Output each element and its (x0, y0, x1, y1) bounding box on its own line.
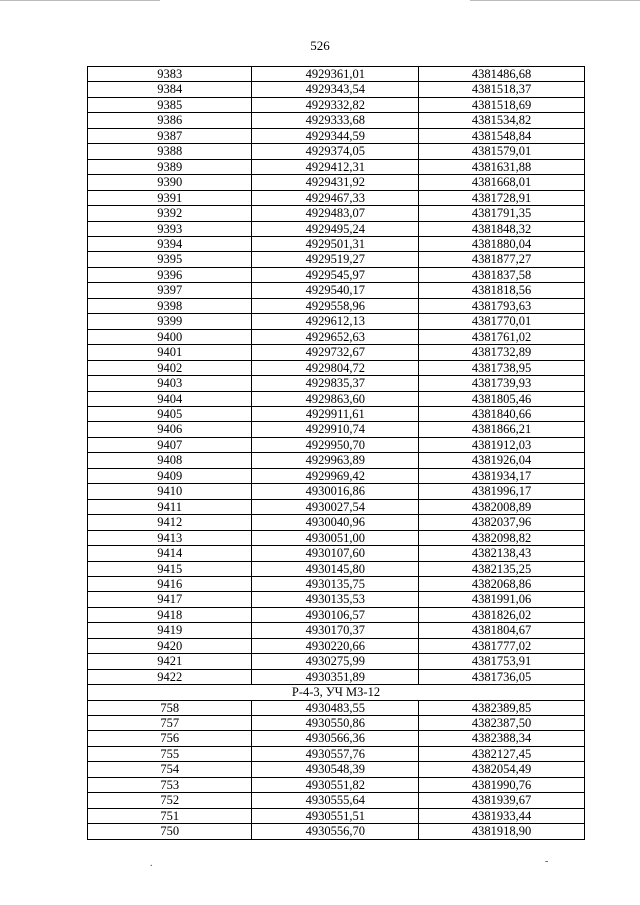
coordinate-x: 4929343,54 (252, 82, 419, 97)
table-row (88, 607, 585, 622)
table-row (88, 453, 585, 468)
coordinate-x: 4929545,97 (252, 267, 419, 282)
point-number: 9386 (88, 113, 252, 128)
table-row (88, 422, 585, 437)
coordinate-y: 4381518,69 (419, 97, 585, 112)
table-row (88, 314, 585, 329)
point-number: 9414 (88, 546, 252, 561)
table-row (88, 808, 585, 823)
coordinate-y: 4381840,66 (419, 406, 585, 421)
coordinate-x: 4930275,99 (252, 654, 419, 669)
coordinate-x: 4929558,96 (252, 298, 419, 313)
coordinate-x: 4930040,96 (252, 515, 419, 530)
coordinate-x: 4930483,55 (252, 700, 419, 715)
coordinate-x: 4930566,36 (252, 731, 419, 746)
table-row (88, 391, 585, 406)
coordinate-x: 4929911,61 (252, 406, 419, 421)
coordinate-y: 4381818,56 (419, 283, 585, 298)
coordinate-x: 4929431,92 (252, 175, 419, 190)
coordinate-y: 4381770,01 (419, 314, 585, 329)
table-row (88, 762, 585, 777)
coordinate-y: 4382127,45 (419, 746, 585, 761)
section-header-row (88, 685, 585, 700)
point-number: 9417 (88, 592, 252, 607)
point-number: 9393 (88, 221, 252, 236)
point-number: 751 (88, 808, 252, 823)
table-row (88, 329, 585, 344)
coordinate-x: 4929612,13 (252, 314, 419, 329)
point-number: 9400 (88, 329, 252, 344)
point-number: 752 (88, 793, 252, 808)
coordinate-x: 4930135,53 (252, 592, 419, 607)
coordinate-y: 4381996,17 (419, 484, 585, 499)
coordinate-y: 4381991,06 (419, 592, 585, 607)
coordinate-y: 4381791,35 (419, 206, 585, 221)
table-row (88, 252, 585, 267)
point-number: 9399 (88, 314, 252, 329)
point-number: 756 (88, 731, 252, 746)
coordinate-y: 4381848,32 (419, 221, 585, 236)
coordinate-x: 4930027,54 (252, 499, 419, 514)
coordinate-y: 4381939,67 (419, 793, 585, 808)
coordinate-x: 4929732,67 (252, 345, 419, 360)
coordinate-y: 4381837,58 (419, 267, 585, 282)
table-row (88, 561, 585, 576)
coordinate-x: 4929835,37 (252, 376, 419, 391)
coordinate-y: 4381579,01 (419, 144, 585, 159)
point-number: 9402 (88, 360, 252, 375)
point-number: 9384 (88, 82, 252, 97)
coordinate-x: 4929652,63 (252, 329, 419, 344)
footer-mark-right: - (545, 856, 549, 867)
point-number: 9404 (88, 391, 252, 406)
point-number: 9392 (88, 206, 252, 221)
coordinate-x: 4929333,68 (252, 113, 419, 128)
table-row (88, 283, 585, 298)
section-title: Р-4-3, УЧ МЗ-12 (88, 685, 585, 700)
coordinate-x: 4930106,57 (252, 607, 419, 622)
table-row (88, 206, 585, 221)
coordinate-y: 4381631,88 (419, 159, 585, 174)
point-number: 9410 (88, 484, 252, 499)
point-number: 9420 (88, 638, 252, 653)
coordinate-y: 4381518,37 (419, 82, 585, 97)
coordinate-x: 4929344,59 (252, 128, 419, 143)
coordinate-x: 4929804,72 (252, 360, 419, 375)
coordinate-x: 4929519,27 (252, 252, 419, 267)
coordinate-x: 4929483,07 (252, 206, 419, 221)
coordinate-x: 4929910,74 (252, 422, 419, 437)
table-row (88, 345, 585, 360)
coordinate-y: 4381777,02 (419, 638, 585, 653)
table-row (88, 113, 585, 128)
point-number: 9421 (88, 654, 252, 669)
point-number: 750 (88, 824, 252, 839)
point-number: 9416 (88, 576, 252, 591)
coordinate-y: 4381668,01 (419, 175, 585, 190)
coordinate-y: 4382389,85 (419, 700, 585, 715)
coordinate-x: 4929950,70 (252, 437, 419, 452)
coordinate-y: 4382037,96 (419, 515, 585, 530)
point-number: 9387 (88, 128, 252, 143)
point-number: 9395 (88, 252, 252, 267)
point-number: 755 (88, 746, 252, 761)
table-row (88, 731, 585, 746)
table-row (88, 267, 585, 282)
coordinate-x: 4930016,86 (252, 484, 419, 499)
table-row (88, 159, 585, 174)
coordinate-x: 4930351,89 (252, 669, 419, 684)
page-number: 526 (310, 38, 330, 53)
coordinate-y: 4381732,89 (419, 345, 585, 360)
coordinates-table-body (88, 67, 585, 840)
coordinate-y: 4381739,93 (419, 376, 585, 391)
coordinate-y: 4381880,04 (419, 236, 585, 251)
coordinate-y: 4381990,76 (419, 777, 585, 792)
coordinate-x: 4929501,31 (252, 236, 419, 251)
coordinate-x: 4929863,60 (252, 391, 419, 406)
table-row (88, 437, 585, 452)
coordinate-y: 4382387,50 (419, 716, 585, 731)
coordinate-x: 4930170,37 (252, 623, 419, 638)
point-number: 9406 (88, 422, 252, 437)
coordinate-x: 4930557,76 (252, 746, 419, 761)
coordinate-y: 4381805,46 (419, 391, 585, 406)
table-row (88, 777, 585, 792)
point-number: 9389 (88, 159, 252, 174)
coordinate-y: 4381912,03 (419, 437, 585, 452)
coordinate-y: 4382098,82 (419, 530, 585, 545)
point-number: 9401 (88, 345, 252, 360)
coordinate-y: 4382008,89 (419, 499, 585, 514)
table-row (88, 530, 585, 545)
coordinate-x: 4930135,75 (252, 576, 419, 591)
coordinate-y: 4381728,91 (419, 190, 585, 205)
table-row (88, 128, 585, 143)
table-row (88, 67, 585, 82)
coordinate-y: 4382135,25 (419, 561, 585, 576)
coordinate-x: 4930051,00 (252, 530, 419, 545)
point-number: 9398 (88, 298, 252, 313)
coordinate-y: 4382138,43 (419, 546, 585, 561)
point-number: 9405 (88, 406, 252, 421)
table-row (88, 221, 585, 236)
coordinates-table (87, 66, 585, 840)
point-number: 9415 (88, 561, 252, 576)
coordinate-x: 4930556,70 (252, 824, 419, 839)
coordinate-y: 4381486,68 (419, 67, 585, 82)
point-number: 9396 (88, 267, 252, 282)
coordinate-x: 4929969,42 (252, 468, 419, 483)
coordinate-x: 4930145,80 (252, 561, 419, 576)
coordinate-y: 4381793,63 (419, 298, 585, 313)
coordinate-x: 4930107,60 (252, 546, 419, 561)
table-row (88, 144, 585, 159)
point-number: 9390 (88, 175, 252, 190)
coordinate-y: 4381926,04 (419, 453, 585, 468)
coordinate-x: 4930548,39 (252, 762, 419, 777)
table-row (88, 376, 585, 391)
point-number: 9383 (88, 67, 252, 82)
page-top-edge-right (470, 0, 640, 1)
table-row (88, 406, 585, 421)
point-number: 9411 (88, 499, 252, 514)
coordinate-y: 4381548,84 (419, 128, 585, 143)
coordinate-x: 4929963,89 (252, 453, 419, 468)
coordinate-y: 4381918,90 (419, 824, 585, 839)
table-row (88, 592, 585, 607)
coordinate-y: 4381738,95 (419, 360, 585, 375)
point-number: 9385 (88, 97, 252, 112)
coordinate-y: 4381804,67 (419, 623, 585, 638)
coordinate-y: 4381736,05 (419, 669, 585, 684)
point-number: 9407 (88, 437, 252, 452)
coordinate-y: 4381866,21 (419, 422, 585, 437)
table-row (88, 468, 585, 483)
coordinate-x: 4929412,31 (252, 159, 419, 174)
coordinate-x: 4929467,33 (252, 190, 419, 205)
table-row (88, 716, 585, 731)
coordinate-x: 4930555,64 (252, 793, 419, 808)
table-row (88, 824, 585, 839)
point-number: 758 (88, 700, 252, 715)
point-number: 9409 (88, 468, 252, 483)
point-number: 9394 (88, 236, 252, 251)
table-row (88, 546, 585, 561)
point-number: 9403 (88, 376, 252, 391)
table-row (88, 175, 585, 190)
coordinate-y: 4381877,27 (419, 252, 585, 267)
table-row (88, 793, 585, 808)
coordinate-x: 4929361,01 (252, 67, 419, 82)
coordinate-y: 4382388,34 (419, 731, 585, 746)
coordinate-x: 4929374,05 (252, 144, 419, 159)
table-row (88, 576, 585, 591)
table-row (88, 97, 585, 112)
table-row (88, 82, 585, 97)
table-row (88, 360, 585, 375)
table-row (88, 638, 585, 653)
coordinate-x: 4930220,66 (252, 638, 419, 653)
table-row (88, 499, 585, 514)
point-number: 9413 (88, 530, 252, 545)
coordinate-x: 4929332,82 (252, 97, 419, 112)
table-row (88, 654, 585, 669)
table-row (88, 700, 585, 715)
coordinate-x: 4930550,86 (252, 716, 419, 731)
coordinate-y: 4381933,44 (419, 808, 585, 823)
point-number: 753 (88, 777, 252, 792)
point-number: 9419 (88, 623, 252, 638)
coordinate-y: 4381761,02 (419, 329, 585, 344)
table-row (88, 484, 585, 499)
coordinate-y: 4381753,91 (419, 654, 585, 669)
coordinate-y: 4381934,17 (419, 468, 585, 483)
coordinate-x: 4929540,17 (252, 283, 419, 298)
coordinate-y: 4381826,02 (419, 607, 585, 622)
point-number: 9408 (88, 453, 252, 468)
point-number: 757 (88, 716, 252, 731)
coordinate-x: 4930551,82 (252, 777, 419, 792)
point-number: 9388 (88, 144, 252, 159)
table-row (88, 298, 585, 313)
page-top-edge (0, 0, 160, 1)
point-number: 9412 (88, 515, 252, 530)
table-row (88, 669, 585, 684)
table-row (88, 236, 585, 251)
table-row (88, 746, 585, 761)
coordinate-x: 4929495,24 (252, 221, 419, 236)
point-number: 754 (88, 762, 252, 777)
table-row (88, 515, 585, 530)
table-row (88, 190, 585, 205)
point-number: 9397 (88, 283, 252, 298)
coordinate-x: 4930551,51 (252, 808, 419, 823)
point-number: 9418 (88, 607, 252, 622)
coordinate-y: 4381534,82 (419, 113, 585, 128)
point-number: 9391 (88, 190, 252, 205)
table-row (88, 623, 585, 638)
footer-mark-left: . (150, 858, 153, 869)
coordinate-y: 4382068,86 (419, 576, 585, 591)
point-number: 9422 (88, 669, 252, 684)
coordinate-y: 4382054,49 (419, 762, 585, 777)
